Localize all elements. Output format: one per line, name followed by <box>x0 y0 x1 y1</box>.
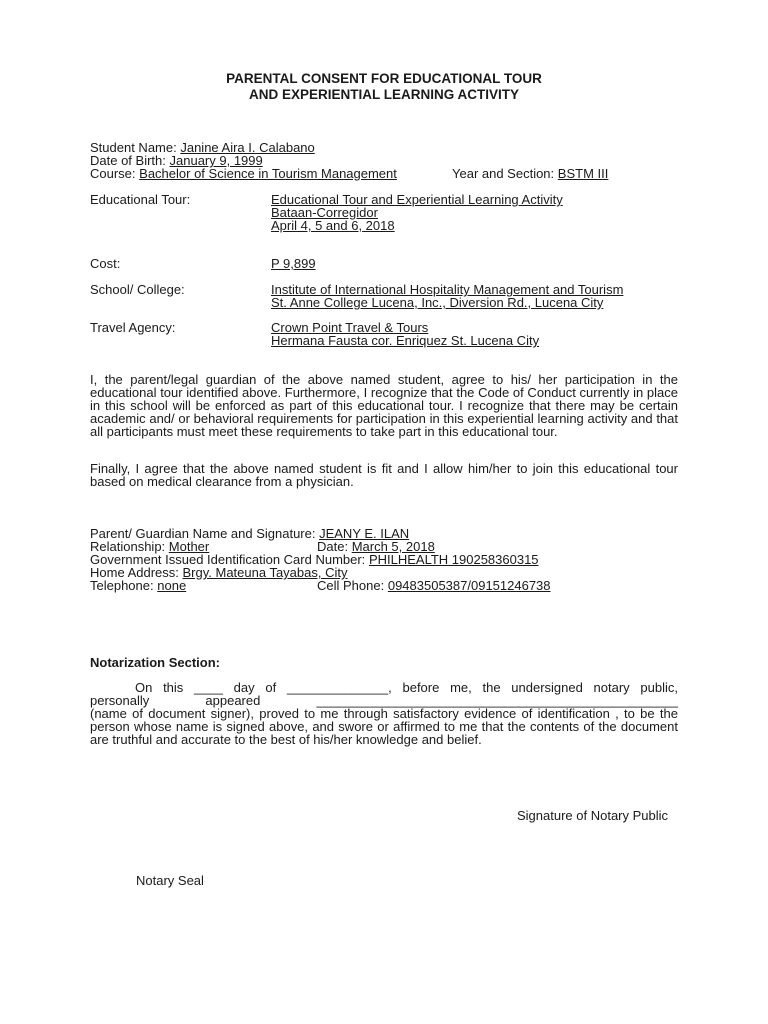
tour-dates: April 4, 5 and 6, 2018 <box>271 218 395 233</box>
home-address-value: Brgy. Mateuna Tayabas, City <box>182 565 348 580</box>
guardian-name-value: JEANY E. ILAN <box>319 526 410 541</box>
date-label: Date: <box>317 539 349 554</box>
document-title-line1: PARENTAL CONSENT FOR EDUCATIONAL TOUR <box>226 71 542 86</box>
telephone-label: Telephone: <box>90 578 154 593</box>
document-title-line2: AND EXPERIENTIAL LEARNING ACTIVITY <box>248 87 520 102</box>
dob-label: Date of Birth: <box>90 153 166 168</box>
agency-name: Crown Point Travel & Tours <box>271 320 429 335</box>
tour-destination: Bataan-Corregidor <box>271 205 378 220</box>
government-id-label: Government Issued Identification Card Number: <box>90 552 366 567</box>
year-section-row <box>452 167 608 180</box>
notarization-heading: Notarization Section: <box>90 655 221 670</box>
cost-value: P 9,899 <box>271 256 316 271</box>
relationship-value: Mother <box>168 539 210 554</box>
tour-label: Educational Tour: <box>90 192 191 207</box>
school-label: School/ College: <box>90 282 185 297</box>
dob-value: January 9, 1999 <box>169 153 263 168</box>
school-name: Institute of International Hospitality Management and Tourism <box>271 282 624 297</box>
cost-label: Cost: <box>90 256 121 271</box>
guardian-name-label: Parent/ Guardian Name and Signature: <box>90 526 316 541</box>
telephone-value: none <box>157 578 187 593</box>
relationship-label: Relationship: <box>90 539 166 554</box>
year-section-label: Year and Section: <box>452 166 555 181</box>
tour-name: Educational Tour and Experiential Learning Activity <box>271 192 563 207</box>
course-row <box>90 167 397 180</box>
agency-address: Hermana Fausta cor. Enriquez St. Lucena City <box>271 333 540 348</box>
cell-phone-row <box>317 579 551 592</box>
date-value: March 5, 2018 <box>351 539 435 554</box>
cell-phone-value: 09483505387/09151246738 <box>387 578 551 593</box>
school-address: St. Anne College Lucena, Inc., Diversion Rd., Lucena City <box>271 295 604 310</box>
telephone-row <box>90 579 186 592</box>
cell-phone-label: Cell Phone: <box>317 578 385 593</box>
course-value: Bachelor of Science in Tourism Management <box>139 166 397 181</box>
fitness-paragraph: Finally, I agree that the above named student is fit and I allow him/her to join this educational tour based on medical clearance from a physician. <box>90 461 678 489</box>
notary-line-2: personally appeared __________________________________________________ <box>90 693 678 708</box>
home-address-label: Home Address: <box>90 565 179 580</box>
student-name-label: Student Name: <box>90 140 177 155</box>
year-section-value: BSTM III <box>557 166 609 181</box>
notary-signature-label: Signature of Notary Public <box>517 808 669 823</box>
government-id-value: PHILHEALTH 190258360315 <box>368 552 539 567</box>
consent-paragraph: I, the parent/legal guardian of the above named student, agree to his/ her participation in the educational tour identified above. Furthermore, I recognize that the Code of Conduct currently in place in this school will be enforced as part of this educational tour. I recognize that there may be certain academic and/ or behavioral requirements for participation in this experiential learning activity and that all participants must meet these requirements to take part in this educational tour. <box>90 372 678 439</box>
student-name-value: Janine Aira I. Calabano <box>180 140 315 155</box>
agency-label: Travel Agency: <box>90 320 176 335</box>
notary-seal-label: Notary Seal <box>136 873 204 888</box>
notary-statement: (name of document signer), proved to me through satisfactory evidence of identification , to be the person whose name is signed above, and swore or affirmed to me that the contents of the document are truthful and accurate to the best of his/her knowledge and belief. <box>90 706 678 747</box>
notary-line-1: On this ____ day of ______________, before me, the undersigned notary public, <box>135 680 678 695</box>
course-label: Course: <box>90 166 136 181</box>
